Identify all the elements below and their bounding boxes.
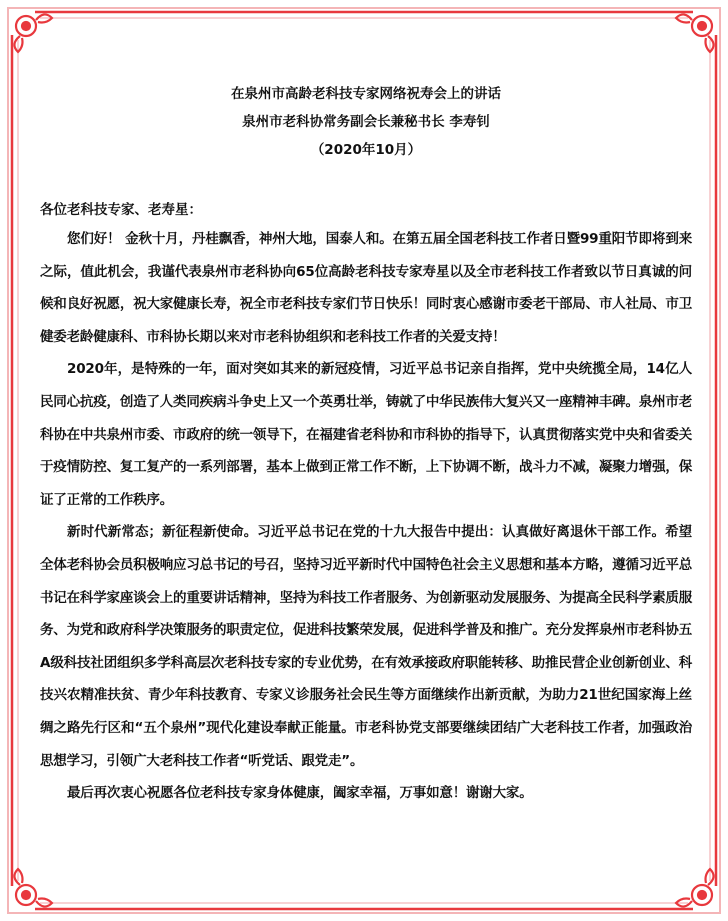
document-body	[40, 80, 692, 810]
corner-ornament-bottom-right	[676, 869, 714, 907]
corner-ornament-top-left	[14, 14, 52, 52]
paragraph: 2020年，是特殊的一年，面对突如其来的新冠疫情，习近平总书记亲自指挥，党中央统揽全局，14亿人民同心抗疫，创造了人类同疾病斗争史上又一个英勇壮举，铸就了中华民族伟大复兴又一座精神丰碑。泉州市老科协在中共泉州市委、市政府的统一领导下，在福建省老科协和市科协的指导下，认真贯彻落实党中央和省委关于疫情防控、复工复产的一系列部署，基本上做到正常工作不断，上下协调不断，战斗力不减，凝聚力增强，保证了正常的工作秩序。	[40, 361, 692, 508]
corner-ornament-bottom-left	[14, 869, 52, 907]
speaker-line: 泉州市老科协常务副会长兼秘书长 李寿钊	[242, 114, 490, 130]
date-line: （2020年10月）	[310, 142, 422, 158]
paragraph: 最后再次衷心祝愿各位老科技专家身体健康，阖家幸福，万事如意！谢谢大家。	[67, 785, 533, 802]
greeting: 各位老科技专家、老寿星：	[40, 202, 202, 218]
document-title: 在泉州市高龄老科技专家网络祝寿会上的讲话	[231, 86, 501, 102]
corner-ornament-top-right	[676, 14, 714, 52]
paragraph: 新时代新常态；新征程新使命。习近平总书记在党的十九大报告中提出：认真做好离退休干部工作。希望全体老科协会员积极响应习总书记的号召，坚持习近平新时代中国特色社会主义思想和基本方略，遵循习近平总书记在科学家座谈会上的重要讲话精神，坚持为科技工作者服务、为创新驱动发展服务、为提高全民科学素质服务、为党和政府科学决策服务的职责定位，促进科技繁荣发展，促进科学普及和推广。充分发挥泉州市老科协五A级科技社团组织多学科高层次老科技专家的专业优势，在有效承接政府职能转移、助推民营企业创新创业、科技兴农精准扶贫、青少年科技教育、专家义诊服务社会民生等方面继续作出新贡献，为助力21世纪国家海上丝绸之路先行区和“五个泉州”现代化建设奉献正能量。市老科协党支部要继续团结广大老科技工作者，加强政治思想学习，引领广大老科技工作者“听党话、跟党走”。	[40, 524, 692, 769]
paragraph: 您们好！ 金秋十月，丹桂飘香，神州大地，国泰人和。在第五届全国老科技工作者日暨99重阳节即将到来之际，值此机会，我谨代表泉州市老科协向65位高龄老科技专家寿星以及全市老科技工作者致以节日真诚的问候和良好祝愿，祝大家健康长寿，祝全市老科技专家们节日快乐！同时衷心感谢市委老干部局、市人社局、市卫健委老龄健康科、市科协长期以来对市老科协组织和老科技工作者的关爱支持！	[40, 231, 692, 345]
